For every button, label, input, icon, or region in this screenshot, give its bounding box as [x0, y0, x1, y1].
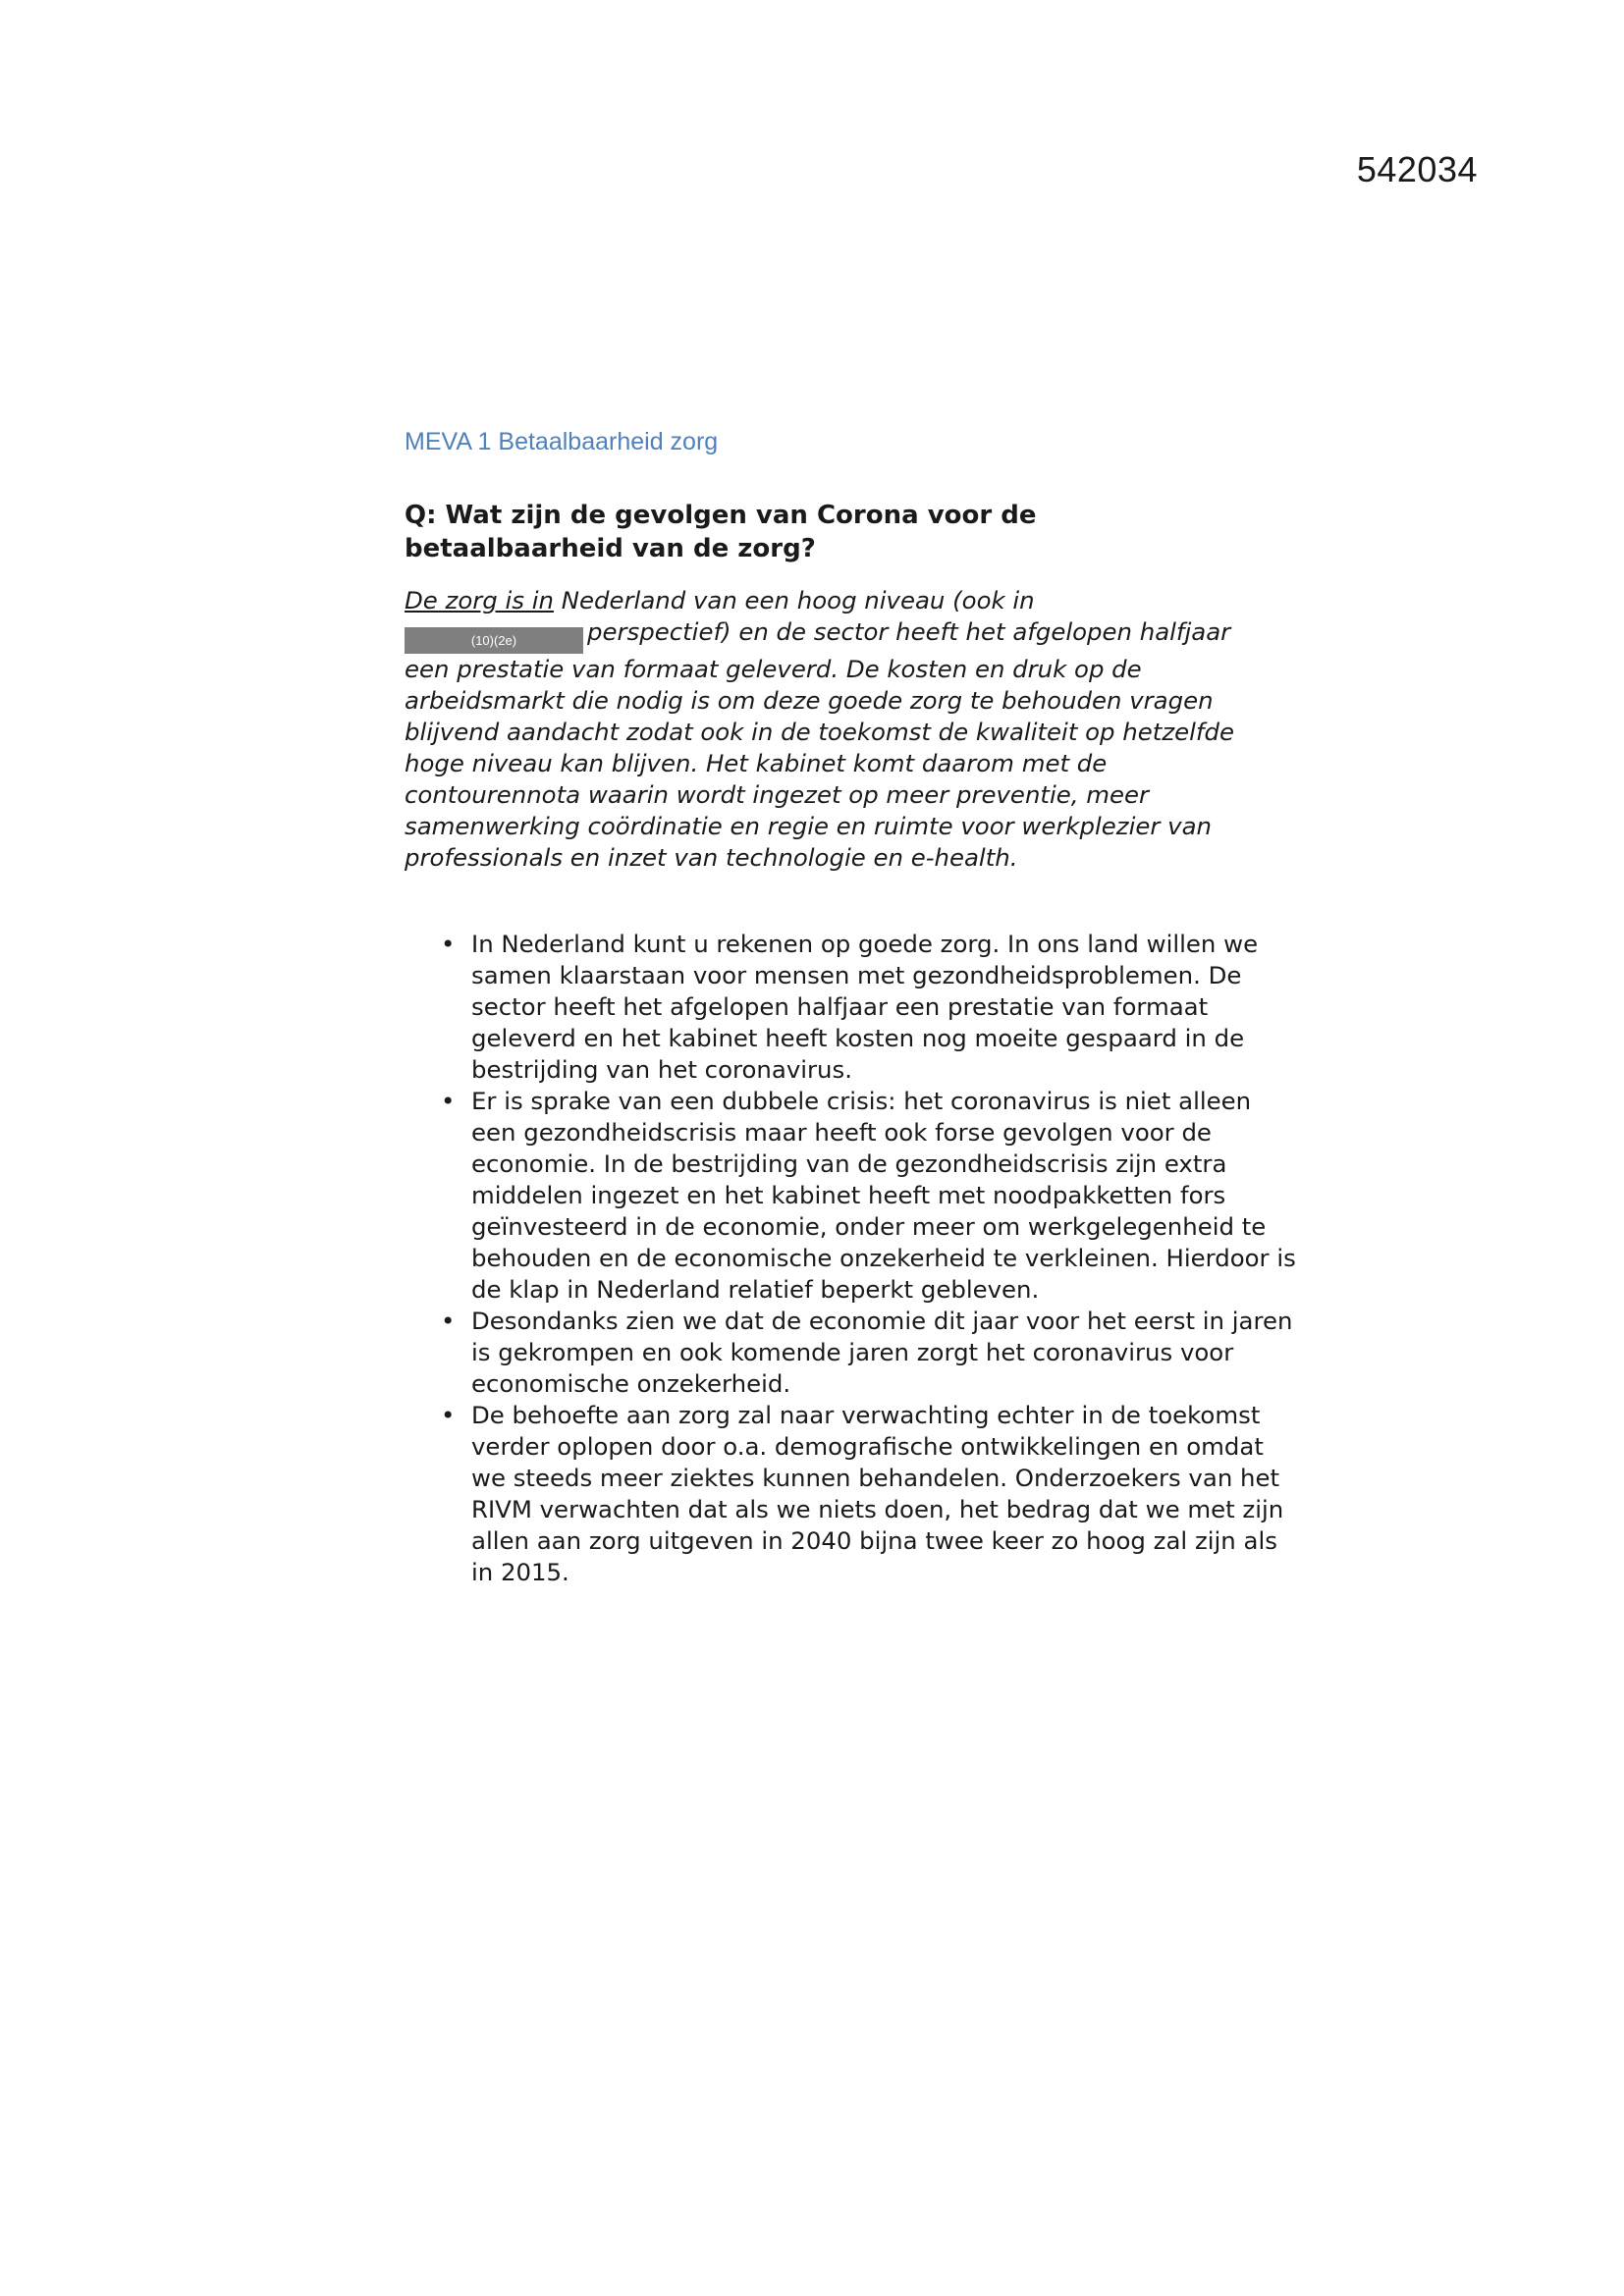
bullet-text: Er is sprake van een dubbele crisis: het coronavirus is niet alleen een gezondheidscrisis maar heeft ook forse gevolgen voor de economie. In de bestrijding van de gezondheidscrisis zijn extra middelen ingezet en het kabinet heeft met noodpakketten fors geïnvesteerd in de economie, onder meer om werkgelegenheid te behouden en de economische onzekerheid te verkleinen. Hierdoor is de klap in Nederland relatief beperkt gebleven. [471, 1087, 1296, 1304]
bullet-item [441, 1086, 1296, 1306]
bullet-marker: • [441, 1401, 456, 1429]
bullet-marker: • [441, 1087, 456, 1115]
bullet-marker: • [441, 930, 456, 958]
bullet-text: Desondanks zien we dat de economie dit jaar voor het eerst in jaren is gekrompen en ook komende jaren zorgt het coronavirus voor economische onzekerheid. [471, 1307, 1293, 1398]
bullet-text: De behoefte aan zorg zal naar verwachting echter in de toekomst verder oplopen door o.a. demografische ontwikkelingen en omdat we steeds meer ziektes kunnen behandelen. Onderzoekers van het RIVM verwachten dat als we niets doen, het bedrag dat we met zijn allen aan zorg uitgeven in 2040 bijna twee keer zo hoog zal zijn als in 2015. [471, 1401, 1284, 1586]
answer-underlined-start: De zorg is in [405, 586, 555, 614]
answer-text-part-2: perspectief) en de sector heeft het afgelopen halfjaar een prestatie van formaat geleverd. De kosten en druk op de arbeidsmarkt die nodig is om deze goede zorg te behouden vragen blijvend aandacht zodat ook in de toekomst de kwaliteit op hetzelfde hoge niveau kan blijven. Het kabinet komt daarom met de contourennota waarin wordt ingezet op meer preventie, meer samenwerking coördinatie en regie en ruimte voor werkplezier van professionals en inzet van technologie en e-health. [405, 617, 1234, 872]
question-heading: Q: Wat zijn de gevolgen van Corona voor de betaalbaarheid van de zorg? [405, 501, 1037, 563]
answer-paragraph [405, 585, 1249, 874]
section-heading: MEVA 1 Betaalbaarheid zorg [405, 428, 719, 455]
bullet-item [441, 929, 1296, 1086]
bullet-marker: • [441, 1307, 456, 1335]
bullet-item [441, 1400, 1296, 1588]
bullet-list [432, 929, 1296, 1588]
answer-text-part-1: Nederland van een hoog niveau (ook in [554, 586, 1035, 614]
redaction-box: (10)(2e) [405, 627, 583, 654]
bullet-text: In Nederland kunt u rekenen op goede zorg. In ons land willen we samen klaarstaan voor mensen met gezondheidsproblemen. De sector heeft het afgelopen halfjaar een prestatie van formaat geleverd en het kabinet heeft kosten nog moeite gespaard in de bestrijding van het coronavirus. [471, 930, 1259, 1084]
bullet-item [441, 1306, 1296, 1400]
document-number: 542034 [1356, 149, 1478, 189]
